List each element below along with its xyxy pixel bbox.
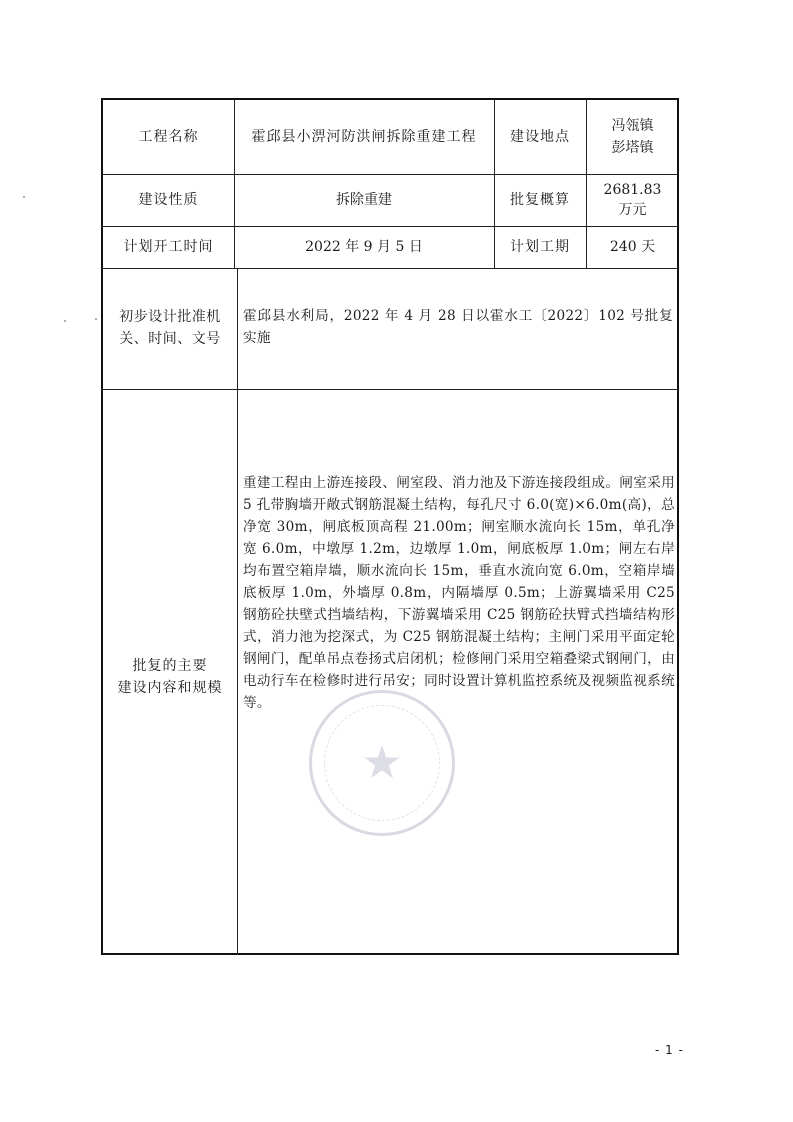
location-label: 建设地点: [510, 129, 570, 145]
planned-start-label: 计划开工时间: [123, 239, 214, 255]
approved-budget-value: 2681.83 万元: [603, 182, 662, 218]
main-content-value: 重建工程由上游连接段、闸室段、消力池及下游连接段组成。闸室采用 5 孔带胸墙开敞式钢筋混凝土结构，每孔尺寸 6.0(宽)×6.0m(高)，总净宽 30m，闸底板顶高程 21.00m；闸室顺水流向长 15m，单孔净宽 6.0m，中墩厚 1.2m，边墩厚 1.0m，闸底板厚 1.0m；闸左右岸均布置空箱岸墙，顺水流向长 15m，垂直水流向宽 6.0m，空箱岸墙底板厚 1.0m，外墙厚 0.8m，内隔墙厚 0.5m；上游翼墙采用 C25 钢筋砼扶壁式挡墙结构，下游翼墙采用 C25 钢筋砼扶臂式挡墙结构形式，消力池为挖深式，为 C25 钢筋混凝土结构；主闸门采用平面定轮钢闸门，配单吊点卷扬式启闭机；检修闸门采用空箱叠梁式钢闸门，由电动行车在检修时进行吊安；同时设置计算机监控系统及视频监视系统等。: [243, 475, 675, 711]
column-divider: [237, 268, 238, 955]
main-content-label: 批复的主要 建设内容和规模: [117, 658, 223, 696]
scan-speck: [95, 318, 97, 320]
project-name-label: 工程名称: [138, 129, 199, 145]
planned-duration-value: 240 天: [609, 239, 656, 255]
planned-duration-label: 计划工期: [510, 239, 570, 255]
page-number: - 1 -: [655, 1043, 684, 1057]
construction-nature-value: 拆除重建: [336, 192, 392, 208]
approved-budget-label: 批复概算: [510, 192, 570, 208]
scan-speck: [23, 196, 25, 198]
project-info-table: [101, 98, 679, 955]
seal-star-icon: ★: [361, 735, 403, 789]
scan-speck: [64, 320, 66, 322]
location-value: 冯瓴镇 彭塔镇: [611, 118, 654, 156]
project-name-value: 霍邱县小淠河防洪闸拆除重建工程: [251, 129, 477, 145]
planned-start-value: 2022 年 9 月 5 日: [305, 239, 423, 255]
approval-authority-label: 初步设计批准机 关、时间、文号: [119, 309, 221, 347]
construction-nature-label: 建设性质: [138, 192, 199, 208]
approval-authority-value: 霍邱县水利局，2022 年 4 月 28 日以霍水工〔2022〕102 号批复实施: [243, 308, 673, 346]
